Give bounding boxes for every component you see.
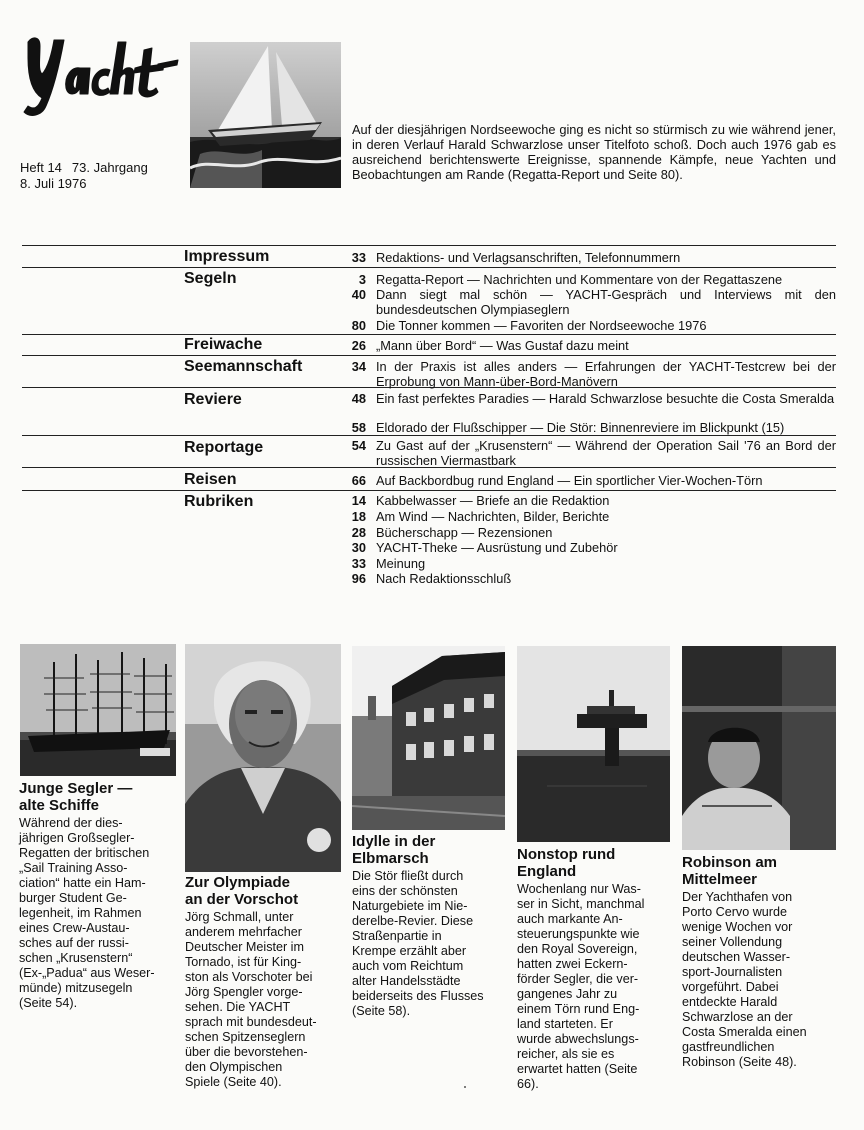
- toc-page-number: 66: [351, 473, 366, 488]
- feature-body-line: Schwarzlose an der: [682, 1010, 793, 1024]
- feature-body-line: Jörg Schmall, unter: [185, 910, 294, 924]
- feature-body-line: land starteten. Er: [517, 1017, 613, 1031]
- feature-body-line: sches auf der russi-: [19, 936, 129, 950]
- feature-title: [517, 846, 615, 880]
- feature-title: [19, 780, 132, 814]
- feature-body: [19, 816, 155, 1011]
- toc-section-reportage: Reportage: [184, 439, 264, 456]
- feature-body-line: schen Spitzenseglern: [185, 1030, 306, 1044]
- feature-body-line: Deutscher Meister im: [185, 940, 304, 954]
- feature-title-line: Zur Olympiade: [185, 874, 291, 891]
- feature-title-line: Mittelmeer: [682, 871, 758, 888]
- toc-entry-text: Auf Backbordbug rund England — Ein sportlicher Vier-Wochen-Törn: [376, 473, 763, 488]
- toc-rule: [22, 267, 836, 268]
- toc-entry-text: Regatta-Report — Nachrichten und Kommentare von der Regattaszene: [376, 272, 783, 287]
- feature-title-line: England: [517, 863, 577, 880]
- toc-section-freiwache: Freiwache: [184, 336, 263, 353]
- toc-entry-text: YACHT-Theke — Ausrüstung und Zubehör: [376, 540, 618, 555]
- feature-body-line: wenige Wochen vor: [682, 920, 793, 934]
- feature-body-line: Die Stör fließt durch: [352, 869, 464, 883]
- toc-page-number: 18: [351, 509, 366, 524]
- toc-rule: [22, 245, 836, 246]
- toc-page-number: 33: [351, 556, 366, 571]
- feature-body-line: Costa Smeralda einen: [682, 1025, 807, 1039]
- feature-body-line: seiner Vollendung: [682, 935, 783, 949]
- feature-body: [352, 869, 484, 1019]
- feature-body-line: erwartet hatten (Seite: [517, 1062, 638, 1076]
- toc-rule: [22, 334, 836, 335]
- issue-date: 8. Juli 1976: [20, 176, 87, 191]
- feature-body-line: alter Handelsstädte: [352, 974, 461, 988]
- toc-entry-text: Ein fast perfektes Paradies — Harald Schwarzlose besuchte die Costa Smeralda: [376, 391, 835, 406]
- feature-body-line: Wochenlang nur Was-: [517, 882, 641, 896]
- feature-body-line: schen „Krusenstern“: [19, 951, 133, 965]
- feature-title-line: Nonstop rund: [517, 846, 616, 863]
- toc-section-impressum: Impressum: [184, 248, 270, 265]
- feature-title: [352, 833, 435, 867]
- feature-body-line: Der Yachthafen von: [682, 890, 793, 904]
- feature-body-line: (Seite 54).: [19, 996, 78, 1010]
- feature-body: [517, 882, 644, 1092]
- feature-body-line: beiderseits des Flusses: [352, 989, 484, 1003]
- feature-body-line: ston als Vorschoter bei: [185, 970, 313, 984]
- feature-body-line: Jörg Spengler vorge-: [185, 985, 303, 999]
- toc-page-number: 48: [351, 391, 366, 406]
- toc-entry-text: Dann siegt mal schön — YACHT-Gespräch und Interviews mit den bundesdeutschen Olympiaseglern: [376, 287, 836, 317]
- feature-photo-tall-ships: [20, 644, 176, 776]
- feature-body-line: einem Törn rund Eng-: [517, 1002, 640, 1016]
- feature-body-line: Regatten der britischen: [19, 846, 150, 860]
- toc-page-number: 34: [351, 359, 366, 374]
- feature-title: [682, 854, 777, 888]
- toc-page-number: 96: [351, 571, 366, 586]
- feature-body-line: Krempe erzählt aber: [352, 944, 467, 958]
- feature-body-line: Naturgebiete im Nie-: [352, 899, 468, 913]
- feature-body-line: auch vom Reichtum: [352, 959, 464, 973]
- toc-entry-text: Meinung: [376, 556, 426, 571]
- feature-body-line: derelbe-Revier. Diese: [352, 914, 474, 928]
- feature-body-line: Porto Cervo wurde: [682, 905, 787, 919]
- feature-body-line: auch markante An-: [517, 912, 623, 926]
- feature-body-line: sport-Journalisten: [682, 965, 783, 979]
- print-speck: [464, 1086, 466, 1088]
- cover-photo: [190, 42, 341, 188]
- toc-page-number: 3: [358, 272, 366, 287]
- issue-number: Heft 14: [20, 160, 62, 175]
- feature-body-line: entdeckte Harald: [682, 995, 778, 1009]
- toc-entry-text: Am Wind — Nachrichten, Bilder, Berichte: [376, 509, 610, 524]
- feature-body-line: (Ex-„Padua“ aus Weser-: [19, 966, 155, 980]
- toc-page-number: 14: [351, 493, 366, 508]
- feature-title-line: Robinson am: [682, 854, 778, 871]
- feature-body-line: ser in Sicht, manchmal: [517, 897, 645, 911]
- toc-entry-text: Eldorado der Flußschipper — Die Stör: Binnenreviere im Blickpunkt (15): [376, 420, 785, 435]
- yacht-logo: [18, 28, 183, 123]
- feature-title-line: an der Vorschot: [185, 891, 299, 908]
- feature-body: [185, 910, 317, 1090]
- feature-body-line: jährigen Großsegler-: [19, 831, 135, 845]
- feature-body-line: (Seite 58).: [352, 1004, 411, 1018]
- toc-entry-text: Die Tonner kommen — Favoriten der Nordseewoche 1976: [376, 318, 707, 333]
- toc-page-number: 30: [351, 540, 366, 555]
- feature-body-line: über die bevorstehen-: [185, 1045, 308, 1059]
- toc-section-reisen: Reisen: [184, 471, 237, 488]
- feature-body-line: burger Student Ge-: [19, 891, 127, 905]
- toc-page-number: 58: [351, 420, 366, 435]
- feature-photo-royal-sovereign: [517, 646, 670, 842]
- toc-page-number: 54: [351, 438, 366, 453]
- feature-body-line: legenheit, im Rahmen: [19, 906, 142, 920]
- feature-body-line: eines Crew-Austau-: [19, 921, 130, 935]
- feature-body-line: Spiele (Seite 40).: [185, 1075, 282, 1089]
- feature-body-line: münde) mitzusegeln: [19, 981, 133, 995]
- feature-title-line: Idylle in der: [352, 833, 436, 850]
- toc-section-segeln: Segeln: [184, 270, 237, 287]
- feature-body-line: Während der dies-: [19, 816, 123, 830]
- toc-section-rubriken: Rubriken: [184, 493, 254, 510]
- feature-title-line: Elbmarsch: [352, 850, 429, 867]
- feature-body-line: vorgeführt. Dabei: [682, 980, 779, 994]
- toc-section-seemannschaft: Seemannschaft: [184, 358, 303, 375]
- feature-body-line: Straßenpartie in: [352, 929, 442, 943]
- feature-body-line: 66).: [517, 1077, 539, 1091]
- feature-photo-robinson: [682, 646, 836, 850]
- feature-body-line: den Olympischen: [185, 1060, 283, 1074]
- toc-page-number: 33: [351, 250, 366, 265]
- toc-page-number: 28: [351, 525, 366, 540]
- feature-body-line: gangenes Jahr zu: [517, 987, 618, 1001]
- feature-body-line: sprach mit bundesdeut-: [185, 1015, 317, 1029]
- toc-rule: [22, 355, 836, 356]
- feature-photo-krempe-street: [352, 646, 505, 830]
- toc-page-number: 26: [351, 338, 366, 353]
- feature-title-line: Junge Segler —: [19, 780, 133, 797]
- feature-body: [682, 890, 807, 1070]
- toc-entry-text: Kabbelwasser — Briefe an die Redaktion: [376, 493, 610, 508]
- intro-text: Auf der diesjährigen Nordseewoche ging es nicht so stürmisch zu wie während jener, in deren Verlauf Harald Schwarzlose unser Titelfoto schoß. Doch auch 1976 gab es ausreichend berichtenswerte Ereignisse, spannende Kämpfe, neue Yachten und Beobachtungen am Rande (Regatta-Report und Seite 80).: [352, 122, 836, 182]
- toc-rule: [22, 490, 836, 491]
- toc-entry-text: Zu Gast auf der „Krusenstern“ — Während der Operation Sail '76 an Bord der russischen Viermastbark: [376, 438, 836, 468]
- feature-body-line: förder Segler, die ver-: [517, 972, 639, 986]
- toc-entry-text: Bücherschapp — Rezensionen: [376, 525, 553, 540]
- feature-body-line: Tornado, ist für King-: [185, 955, 302, 969]
- feature-photo-sailor-portrait: [185, 644, 341, 872]
- toc-page-number: 40: [351, 287, 366, 302]
- volume: 73. Jahrgang: [71, 160, 148, 175]
- toc-section-reviere: Reviere: [184, 391, 242, 408]
- feature-body-line: eins der schönsten: [352, 884, 458, 898]
- toc-entry-text: Nach Redaktionsschluß: [376, 571, 512, 586]
- feature-body-line: Robinson (Seite 48).: [682, 1055, 797, 1069]
- toc-entry-text: Redaktions- und Verlagsanschriften, Telefonnummern: [376, 250, 681, 265]
- toc-entry-text: „Mann über Bord“ — Was Gustaf dazu meint: [376, 338, 629, 353]
- feature-body-line: anderem mehrfacher: [185, 925, 302, 939]
- toc-entry-text: In der Praxis ist alles anders — Erfahrungen der YACHT-Testcrew bei der Erprobung von Mann-über-Bord-Manövern: [376, 359, 836, 389]
- feature-body-line: sehen. Die YACHT: [185, 1000, 291, 1014]
- feature-body-line: „Sail Training Asso-: [19, 861, 128, 875]
- feature-body-line: gastfreundlichen: [682, 1040, 775, 1054]
- toc-page-number: 80: [351, 318, 366, 333]
- feature-body-line: wurde abwechslungs-: [517, 1032, 639, 1046]
- feature-title-line: alte Schiffe: [19, 797, 100, 814]
- feature-body-line: hatten zwei Eckern-: [517, 957, 628, 971]
- issue-info: [20, 160, 148, 192]
- feature-body-line: steuerungspunkte wie: [517, 927, 640, 941]
- feature-body-line: den Royal Sovereign,: [517, 942, 638, 956]
- feature-body-line: reicher, als sie es: [517, 1047, 615, 1061]
- feature-title: [185, 874, 298, 908]
- toc-rule: [22, 435, 836, 436]
- feature-body-line: deutschen Wasser-: [682, 950, 791, 964]
- feature-body-line: ciation“ hatte ein Ham-: [19, 876, 146, 890]
